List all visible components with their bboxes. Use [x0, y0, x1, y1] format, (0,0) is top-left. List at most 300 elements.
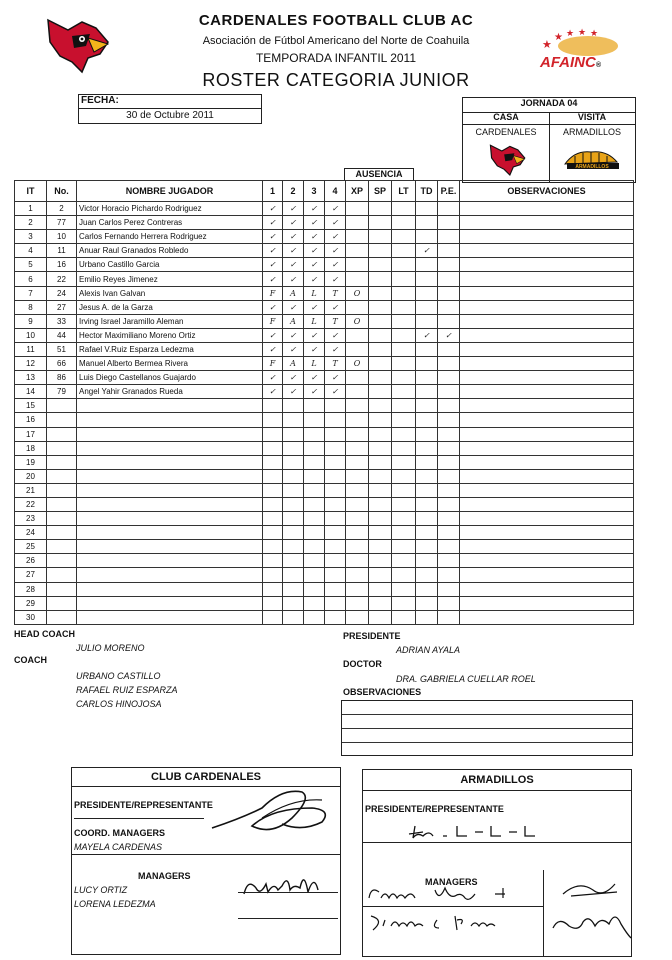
row-td — [416, 342, 438, 356]
row-it: 24 — [15, 526, 47, 540]
cardenales-manager-2: LORENA LEDEZMA — [74, 899, 156, 909]
row-pe — [438, 272, 460, 286]
row-empty-cell — [77, 497, 263, 511]
row-empty-cell — [416, 455, 438, 469]
armadillos-manager-1-signature — [365, 882, 545, 906]
doctor-label: DOCTOR — [343, 659, 382, 669]
row-empty-cell — [392, 413, 416, 427]
row-pe — [438, 230, 460, 244]
row-it: 6 — [15, 272, 47, 286]
row-empty-cell — [369, 526, 392, 540]
row-empty-cell — [460, 441, 634, 455]
row-empty-cell — [304, 526, 325, 540]
row-quarter-2: ✓ — [283, 342, 304, 356]
row-jersey-number: 2 — [47, 202, 77, 216]
row-quarter-4: ✓ — [325, 216, 346, 230]
row-quarter-2: ✓ — [283, 244, 304, 258]
row-empty-cell — [392, 568, 416, 582]
row-quarter-1: ✓ — [263, 272, 283, 286]
row-it: 20 — [15, 469, 47, 483]
row-quarter-1: ✓ — [263, 385, 283, 399]
row-td — [416, 314, 438, 328]
row-empty-cell — [77, 441, 263, 455]
coach-name-1: URBANO CASTILLO — [76, 671, 161, 681]
row-lt — [392, 300, 416, 314]
row-empty-cell — [460, 610, 634, 624]
row-jersey-number: 24 — [47, 286, 77, 300]
row-empty-cell — [438, 512, 460, 526]
row-empty-cell — [438, 540, 460, 554]
row-empty-cell — [263, 413, 283, 427]
row-jersey-number: 44 — [47, 328, 77, 342]
jornada-box — [462, 97, 636, 183]
row-player-name: Emilio Reyes Jimenez — [77, 272, 263, 286]
row-empty-cell — [346, 483, 369, 497]
header-q1: 1 — [263, 181, 283, 202]
row-empty-cell — [263, 540, 283, 554]
row-sp — [369, 216, 392, 230]
row-empty-cell — [392, 441, 416, 455]
row-pe — [438, 202, 460, 216]
row-quarter-2: A — [283, 286, 304, 300]
row-empty-cell — [47, 582, 77, 596]
row-empty-cell — [304, 596, 325, 610]
row-empty-cell — [346, 582, 369, 596]
row-empty-cell — [325, 596, 346, 610]
row-jersey-number: 11 — [47, 244, 77, 258]
row-empty-cell — [77, 483, 263, 497]
cardenales-manager-1: LUCY ORTIZ — [74, 885, 128, 895]
row-jersey-number: 22 — [47, 272, 77, 286]
header-lt: LT — [392, 181, 416, 202]
row-pe — [438, 286, 460, 300]
row-empty-cell — [460, 512, 634, 526]
row-observaciones — [460, 328, 634, 342]
row-empty-cell — [263, 497, 283, 511]
row-xp — [346, 371, 369, 385]
row-observaciones — [460, 371, 634, 385]
table-row — [15, 610, 634, 624]
row-it: 12 — [15, 357, 47, 371]
row-empty-cell — [392, 582, 416, 596]
row-sp — [369, 258, 392, 272]
row-quarter-1: ✓ — [263, 371, 283, 385]
row-lt — [392, 357, 416, 371]
row-empty-cell — [416, 582, 438, 596]
header-td: TD — [416, 181, 438, 202]
row-quarter-3: ✓ — [304, 244, 325, 258]
header-q3: 3 — [304, 181, 325, 202]
row-td: ✓ — [416, 244, 438, 258]
row-quarter-3: ✓ — [304, 385, 325, 399]
table-row — [15, 455, 634, 469]
row-quarter-4: T — [325, 314, 346, 328]
row-empty-cell — [77, 568, 263, 582]
row-td — [416, 216, 438, 230]
row-jersey-number: 77 — [47, 216, 77, 230]
row-empty-cell — [263, 610, 283, 624]
row-empty-cell — [392, 469, 416, 483]
row-empty-cell — [416, 413, 438, 427]
row-empty-cell — [304, 455, 325, 469]
row-empty-cell — [346, 554, 369, 568]
visita-team: ARMADILLOS — [562, 127, 622, 137]
row-quarter-4: ✓ — [325, 258, 346, 272]
row-sp — [369, 272, 392, 286]
row-empty-cell — [438, 399, 460, 413]
armadillos-managers-label: MANAGERS — [425, 877, 478, 887]
row-empty-cell — [263, 596, 283, 610]
row-sp — [369, 300, 392, 314]
row-empty-cell — [77, 399, 263, 413]
row-it: 14 — [15, 385, 47, 399]
row-empty-cell — [392, 497, 416, 511]
row-empty-cell — [369, 483, 392, 497]
row-empty-cell — [438, 582, 460, 596]
row-empty-cell — [283, 540, 304, 554]
row-empty-cell — [263, 512, 283, 526]
row-xp — [346, 258, 369, 272]
row-empty-cell — [325, 610, 346, 624]
row-pe — [438, 300, 460, 314]
row-td — [416, 300, 438, 314]
row-pe — [438, 258, 460, 272]
row-observaciones — [460, 385, 634, 399]
row-it: 30 — [15, 610, 47, 624]
table-row — [15, 230, 634, 244]
row-empty-cell — [369, 469, 392, 483]
row-pe — [438, 216, 460, 230]
row-empty-cell — [460, 554, 634, 568]
fecha-box — [78, 94, 262, 124]
row-empty-cell — [325, 427, 346, 441]
row-empty-cell — [369, 512, 392, 526]
table-row — [15, 328, 634, 342]
row-observaciones — [460, 314, 634, 328]
row-empty-cell — [416, 554, 438, 568]
row-empty-cell — [263, 483, 283, 497]
row-empty-cell — [283, 568, 304, 582]
row-quarter-4: ✓ — [325, 342, 346, 356]
head-coach-name: JULIO MORENO — [76, 643, 145, 653]
row-quarter-2: ✓ — [283, 328, 304, 342]
row-empty-cell — [263, 526, 283, 540]
coord-managers-label: COORD. MANAGERS — [74, 828, 166, 838]
row-empty-cell — [304, 582, 325, 596]
table-header-row — [15, 181, 634, 202]
row-sp — [369, 244, 392, 258]
svg-text:★: ★ — [566, 28, 575, 38]
fecha-value: 30 de Octubre 2011 — [79, 108, 261, 121]
row-empty-cell — [346, 540, 369, 554]
row-empty-cell — [438, 610, 460, 624]
table-row — [15, 244, 634, 258]
row-observaciones — [460, 300, 634, 314]
row-empty-cell — [416, 469, 438, 483]
row-quarter-4: ✓ — [325, 202, 346, 216]
row-empty-cell — [460, 596, 634, 610]
row-empty-cell — [77, 526, 263, 540]
season-title: TEMPORADA INFANTIL 2011 — [255, 51, 417, 65]
row-empty-cell — [77, 512, 263, 526]
row-empty-cell — [369, 455, 392, 469]
header-no: No. — [47, 181, 77, 202]
row-empty-cell — [283, 554, 304, 568]
row-empty-cell — [47, 610, 77, 624]
casa-cardinal-icon — [487, 140, 527, 178]
row-empty-cell — [369, 582, 392, 596]
row-quarter-2: ✓ — [283, 258, 304, 272]
row-lt — [392, 202, 416, 216]
row-it: 9 — [15, 314, 47, 328]
row-quarter-1: ✓ — [263, 244, 283, 258]
row-lt — [392, 385, 416, 399]
row-it: 26 — [15, 554, 47, 568]
row-empty-cell — [47, 469, 77, 483]
row-lt — [392, 328, 416, 342]
table-row — [15, 300, 634, 314]
row-empty-cell — [460, 413, 634, 427]
row-empty-cell — [47, 455, 77, 469]
row-empty-cell — [438, 483, 460, 497]
row-it: 23 — [15, 512, 47, 526]
table-row — [15, 483, 634, 497]
table-row — [15, 385, 634, 399]
row-it: 29 — [15, 596, 47, 610]
row-td — [416, 357, 438, 371]
row-empty-cell — [438, 554, 460, 568]
row-empty-cell — [369, 427, 392, 441]
row-empty-cell — [369, 497, 392, 511]
table-row — [15, 371, 634, 385]
row-sp — [369, 385, 392, 399]
row-empty-cell — [460, 455, 634, 469]
header-q4: 4 — [325, 181, 346, 202]
row-pe — [438, 357, 460, 371]
row-empty-cell — [283, 526, 304, 540]
row-empty-cell — [283, 497, 304, 511]
presidente-name: ADRIAN AYALA — [396, 645, 461, 655]
row-empty-cell — [346, 610, 369, 624]
row-it: 17 — [15, 427, 47, 441]
row-empty-cell — [304, 568, 325, 582]
row-sp — [369, 230, 392, 244]
row-xp — [346, 216, 369, 230]
presidente-label: PRESIDENTE — [343, 631, 401, 641]
armadillos-presidente-signature — [403, 818, 553, 842]
row-quarter-3: ✓ — [304, 230, 325, 244]
row-quarter-2: ✓ — [283, 230, 304, 244]
row-quarter-1: F — [263, 314, 283, 328]
row-sp — [369, 202, 392, 216]
row-empty-cell — [304, 512, 325, 526]
row-pe — [438, 244, 460, 258]
table-row — [15, 568, 634, 582]
row-jersey-number: 27 — [47, 300, 77, 314]
table-row — [15, 427, 634, 441]
svg-text:★: ★ — [554, 32, 563, 43]
row-quarter-4: ✓ — [325, 272, 346, 286]
afa-logo-text: AFAINC® — [540, 54, 602, 71]
row-jersey-number: 79 — [47, 385, 77, 399]
row-empty-cell — [460, 526, 634, 540]
row-observaciones — [460, 202, 634, 216]
row-quarter-1: ✓ — [263, 202, 283, 216]
row-td — [416, 202, 438, 216]
row-sp — [369, 357, 392, 371]
row-empty-cell — [346, 497, 369, 511]
row-quarter-3: ✓ — [304, 342, 325, 356]
table-row — [15, 554, 634, 568]
row-player-name: Alexis Ivan Galvan — [77, 286, 263, 300]
table-row — [15, 582, 634, 596]
row-empty-cell — [47, 568, 77, 582]
row-empty-cell — [263, 582, 283, 596]
row-lt — [392, 258, 416, 272]
row-empty-cell — [77, 413, 263, 427]
row-empty-cell — [346, 441, 369, 455]
row-empty-cell — [346, 568, 369, 582]
armadillos-title: ARMADILLOS — [363, 770, 631, 791]
row-it: 1 — [15, 202, 47, 216]
row-xp — [346, 230, 369, 244]
row-empty-cell — [263, 441, 283, 455]
row-pe — [438, 314, 460, 328]
row-lt — [392, 272, 416, 286]
club-title: CARDENALES FOOTBALL CLUB AC — [198, 12, 474, 29]
row-jersey-number: 33 — [47, 314, 77, 328]
row-player-name: Carlos Fernando Herrera Rodriguez — [77, 230, 263, 244]
row-observaciones — [460, 342, 634, 356]
row-empty-cell — [438, 427, 460, 441]
row-empty-cell — [77, 427, 263, 441]
row-empty-cell — [346, 512, 369, 526]
casa-label: CASA — [463, 112, 549, 125]
row-pe — [438, 371, 460, 385]
row-empty-cell — [369, 596, 392, 610]
table-row — [15, 526, 634, 540]
jornada-title: JORNADA 04 — [463, 98, 635, 113]
row-it: 11 — [15, 342, 47, 356]
row-empty-cell — [283, 469, 304, 483]
doctor-name: DRA. GABRIELA CUELLAR ROEL — [396, 674, 536, 684]
row-it: 25 — [15, 540, 47, 554]
row-player-name: Victor Horacio Pichardo Rodriguez — [77, 202, 263, 216]
row-sp — [369, 342, 392, 356]
row-it: 28 — [15, 582, 47, 596]
row-empty-cell — [460, 399, 634, 413]
header-q2: 2 — [283, 181, 304, 202]
table-row — [15, 441, 634, 455]
table-row — [15, 512, 634, 526]
afa-logo — [536, 28, 632, 76]
row-empty-cell — [77, 540, 263, 554]
row-empty-cell — [416, 596, 438, 610]
table-row — [15, 540, 634, 554]
header-nombre-jugador: NOMBRE JUGADOR — [77, 181, 263, 202]
row-sp — [369, 314, 392, 328]
row-empty-cell — [346, 526, 369, 540]
coord-managers-name: MAYELA CARDENAS — [74, 842, 163, 852]
row-lt — [392, 244, 416, 258]
row-empty-cell — [369, 568, 392, 582]
row-empty-cell — [77, 596, 263, 610]
row-jersey-number: 51 — [47, 342, 77, 356]
row-empty-cell — [304, 610, 325, 624]
row-quarter-2: ✓ — [283, 385, 304, 399]
row-quarter-2: A — [283, 314, 304, 328]
row-lt — [392, 216, 416, 230]
row-empty-cell — [416, 610, 438, 624]
row-empty-cell — [304, 497, 325, 511]
svg-text:★: ★ — [578, 28, 587, 37]
row-it: 2 — [15, 216, 47, 230]
row-empty-cell — [392, 512, 416, 526]
table-row — [15, 357, 634, 371]
row-pe: ✓ — [438, 328, 460, 342]
cardenales-managers-label: MANAGERS — [138, 871, 191, 881]
ausencia-label: AUSENCIA — [344, 168, 414, 181]
association-name: Asociación de Fútbol Americano del Norte de Coahuila — [202, 35, 470, 47]
row-empty-cell — [325, 399, 346, 413]
row-player-name: Irving Israel Jaramillo Aleman — [77, 314, 263, 328]
row-it: 18 — [15, 441, 47, 455]
row-empty-cell — [304, 483, 325, 497]
row-empty-cell — [392, 455, 416, 469]
row-quarter-3: ✓ — [304, 202, 325, 216]
row-empty-cell — [438, 441, 460, 455]
armadillos-presidente-label: PRESIDENTE/REPRESENTANTE — [365, 804, 504, 814]
armadillos-box — [362, 769, 632, 957]
row-empty-cell — [325, 568, 346, 582]
row-empty-cell — [263, 469, 283, 483]
row-empty-cell — [416, 483, 438, 497]
row-td — [416, 272, 438, 286]
row-player-name: Juan Carlos Perez Contreras — [77, 216, 263, 230]
row-jersey-number: 16 — [47, 258, 77, 272]
row-pe — [438, 342, 460, 356]
row-player-name: Angel Yahir Granados Rueda — [77, 385, 263, 399]
row-empty-cell — [77, 610, 263, 624]
row-it: 15 — [15, 399, 47, 413]
row-empty-cell — [47, 512, 77, 526]
row-quarter-4: ✓ — [325, 230, 346, 244]
armadillos-manager-1-second-signature — [559, 876, 629, 900]
row-empty-cell — [47, 413, 77, 427]
row-xp — [346, 342, 369, 356]
row-player-name: Urbano Castillo Garcia — [77, 258, 263, 272]
row-empty-cell — [325, 497, 346, 511]
row-sp — [369, 328, 392, 342]
row-empty-cell — [438, 497, 460, 511]
row-empty-cell — [392, 610, 416, 624]
row-empty-cell — [283, 610, 304, 624]
row-observaciones — [460, 357, 634, 371]
row-empty-cell — [325, 512, 346, 526]
row-pe — [438, 385, 460, 399]
club-cardenales-box — [71, 767, 341, 955]
row-empty-cell — [438, 469, 460, 483]
row-quarter-3: ✓ — [304, 300, 325, 314]
row-observaciones — [460, 216, 634, 230]
row-it: 4 — [15, 244, 47, 258]
row-empty-cell — [392, 554, 416, 568]
table-row — [15, 314, 634, 328]
row-empty-cell — [304, 427, 325, 441]
row-jersey-number: 66 — [47, 357, 77, 371]
observaciones-box — [341, 700, 633, 756]
row-it: 13 — [15, 371, 47, 385]
